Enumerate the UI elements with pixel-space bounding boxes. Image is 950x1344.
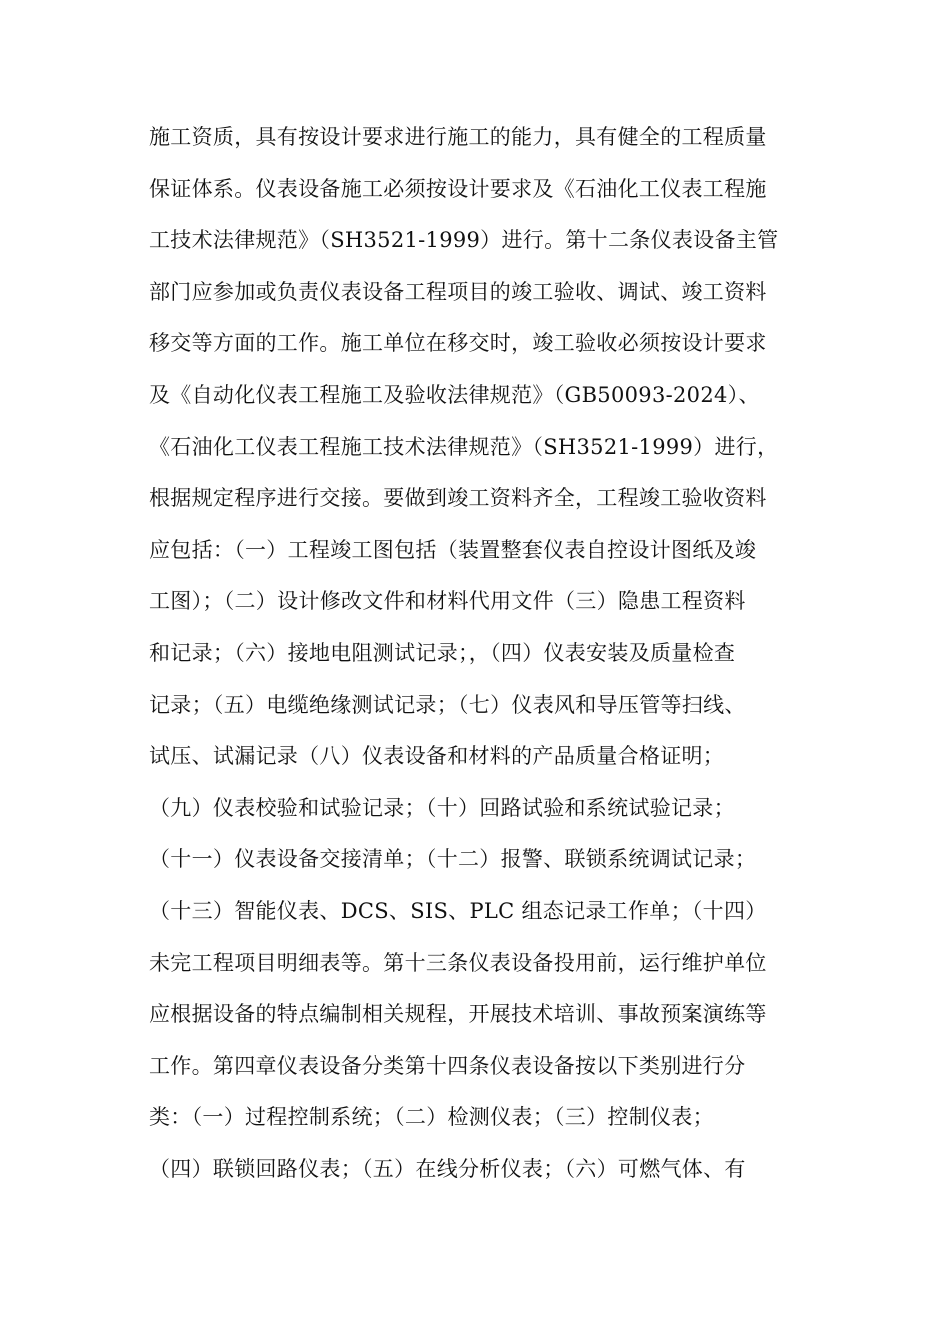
text-line: 未完工程项目明细表等。第十三条仪表设备投用前，运行维护单位 [149,950,767,975]
text-line: 试压、试漏记录（八）仪表设备和材料的产品质量合格证明； [149,744,725,769]
text-line: 施工资质，具有按设计要求进行施工的能力，具有健全的工程质量 [149,125,767,149]
text-line: 工作。第四章仪表设备分类第十四条仪表设备按以下类别进行分 [149,1053,746,1078]
text-line: （十三）智能仪表、DCS、SIS、PLC 组态记录工作单；（十四） [149,898,767,923]
text-line: 记录；（五）电缆绝缘测试记录；（七）仪表风和导压管等扫线、 [149,692,746,717]
text-line: 保证体系。仪表设备施工必须按设计要求及《石油化工仪表工程施 [149,176,767,201]
text-line: 应包括：（一）工程竣工图包括（装置整套仪表自控设计图纸及竣 [149,537,757,562]
text-line: 和记录；（六）接地电阻测试记录；，（四）仪表安装及质量检查 [149,640,736,665]
text-line: 应根据设备的特点编制相关规程，开展技术培训、事故预案演练等 [149,1002,767,1027]
text-line: （九）仪表校验和试验记录；（十）回路试验和系统试验记录； [149,795,735,820]
text-line: 《石油化工仪表工程施工技术法律规范》（SH3521-1999）进行， [149,434,779,459]
text-line: 根据规定程序进行交接。要做到竣工资料齐全，工程竣工验收资料 [149,486,767,511]
text-line: 工技术法律规范》（SH3521-1999）进行。第十二条仪表设备主管 [149,228,779,253]
body-text [149,112,809,1195]
text-line: 类：（一）过程控制系统；（二）检测仪表；（三）控制仪表； [149,1105,714,1130]
text-line: （四）联锁回路仪表；（五）在线分析仪表；（六）可燃气体、有 [149,1156,746,1181]
text-line: 工图）；（二）设计修改文件和材料代用文件（三）隐患工程资料 [149,589,746,614]
text-line: 及《自动化仪表工程施工及验收法律规范》（GB50093-2024）、 [149,382,760,407]
text-line: 移交等方面的工作。施工单位在移交时，竣工验收必须按设计要求 [149,331,767,356]
text-line: 部门应参加或负责仪表设备工程项目的竣工验收、调试、竣工资料 [149,279,767,304]
text-line: （十一）仪表设备交接清单；（十二）报警、联锁系统调试记录； [149,847,757,872]
